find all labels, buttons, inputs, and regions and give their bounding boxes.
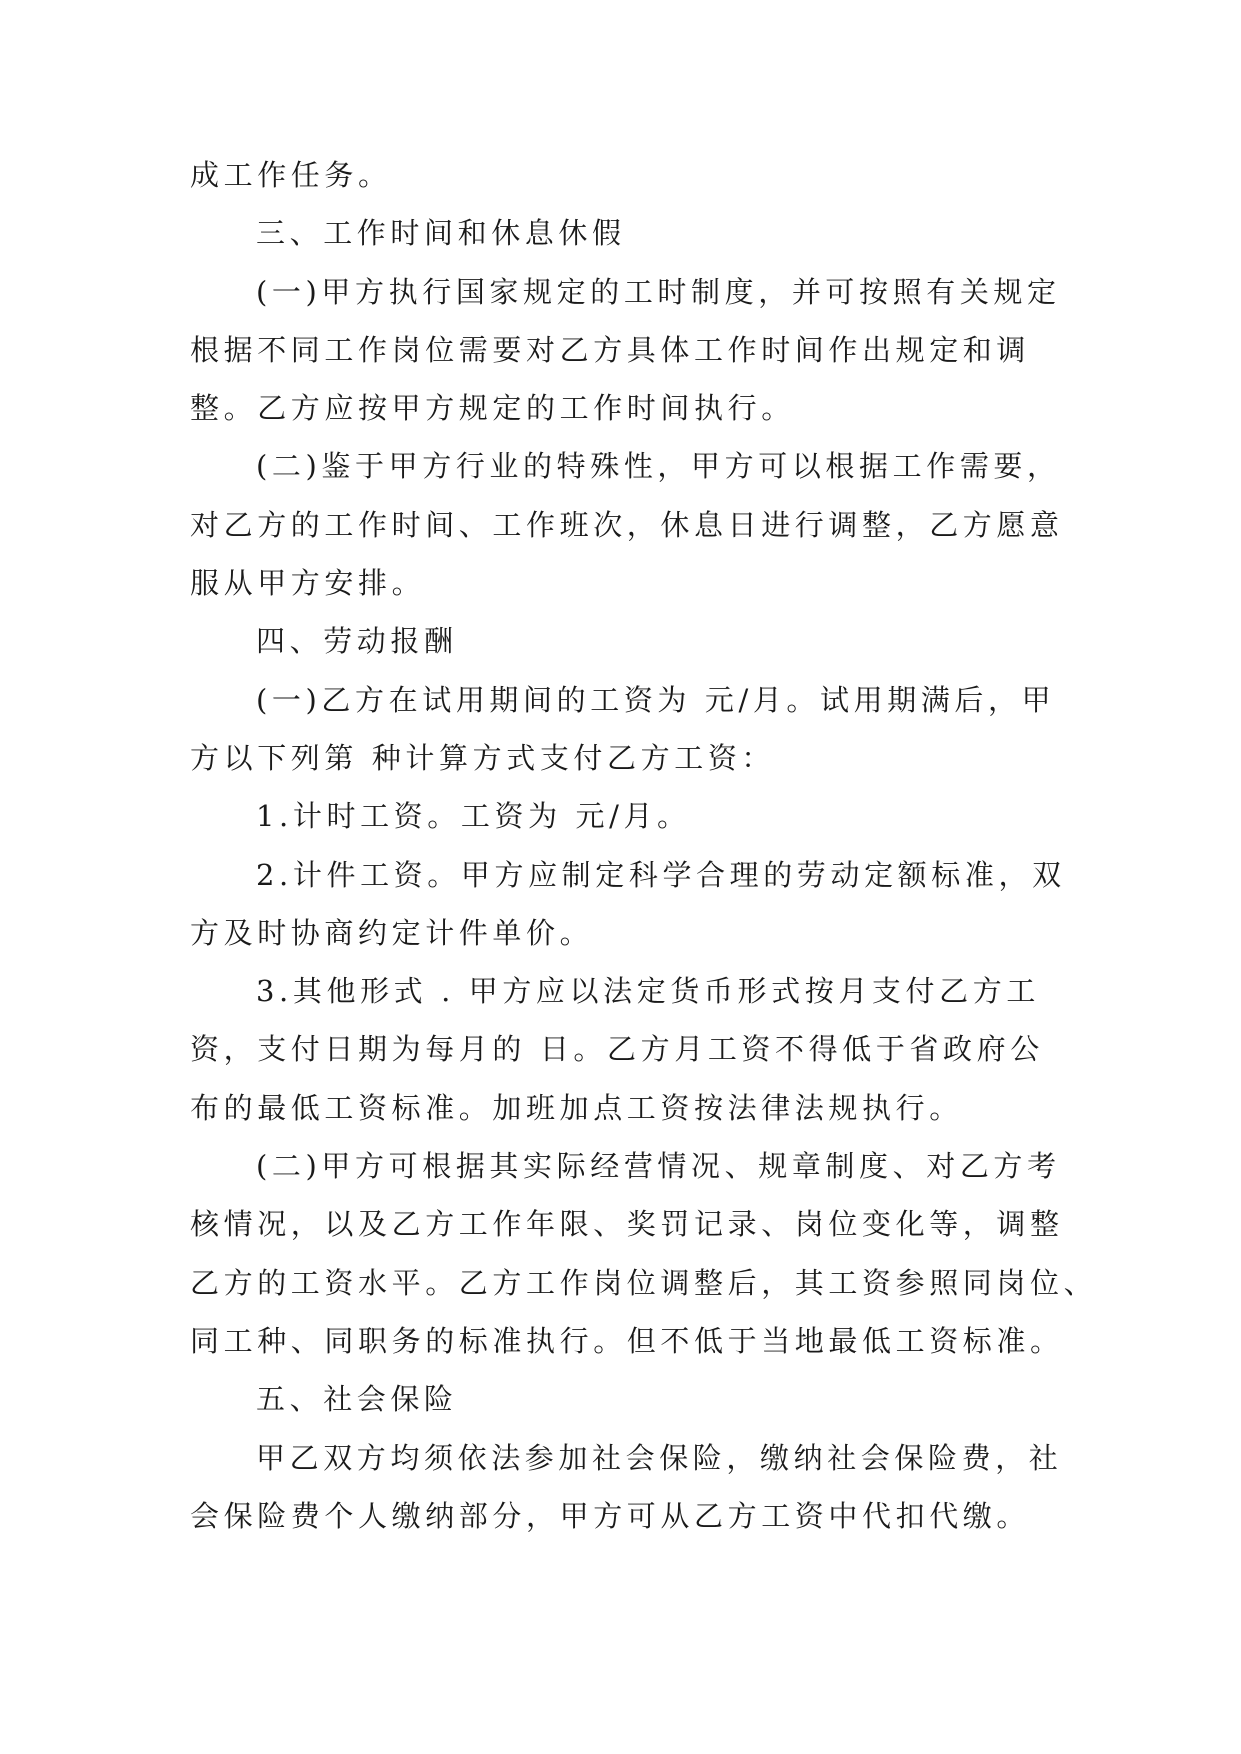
text-line: (一)甲方执行国家规定的工时制度，并可按照有关规定 bbox=[256, 274, 1061, 309]
text-line: 服从甲方安排。 bbox=[190, 566, 426, 601]
text-line: 1.计时工资。工资为 元/月。 bbox=[256, 799, 691, 834]
text-line: 3.其他形式 . 甲方应以法定货币形式按月支付乙方工 bbox=[256, 974, 1040, 1009]
text-line: 资，支付日期为每月的 日。乙方月工资不得低于省政府公 bbox=[190, 1032, 1044, 1067]
text-line: 方及时协商约定计件单价。 bbox=[190, 915, 594, 950]
text-line: 成工作任务。 bbox=[190, 158, 392, 192]
text-line: 乙方的工资水平。乙方工作岗位调整后，其工资参照同岗位、 bbox=[190, 1265, 1098, 1300]
text-line: 核情况，以及乙方工作年限、奖罚记录、岗位变化等，调整 bbox=[190, 1207, 1064, 1242]
section-heading: 五、社会保险 bbox=[256, 1382, 458, 1417]
text-line: (一)乙方在试用期间的工资为 元/月。试用期满后，甲 bbox=[256, 682, 1056, 717]
text-line: (二)甲方可根据其实际经营情况、规章制度、对乙方考 bbox=[256, 1149, 1061, 1184]
text-line: 对乙方的工作时间、工作班次，休息日进行调整，乙方愿意 bbox=[190, 507, 1064, 542]
text-line: 整。乙方应按甲方规定的工作时间执行。 bbox=[190, 391, 795, 426]
text-line: 2.计件工资。甲方应制定科学合理的劳动定额标准，双 bbox=[256, 857, 1066, 892]
text-line: 同工种、同职务的标准执行。但不低于当地最低工资标准。 bbox=[190, 1323, 1064, 1358]
text-line: 会保险费个人缴纳部分，甲方可从乙方工资中代扣代缴。 bbox=[190, 1498, 1031, 1533]
text-line: 方以下列第 种计算方式支付乙方工资： bbox=[190, 740, 776, 775]
text-line: (二)鉴于甲方行业的特殊性，甲方可以根据工作需要， bbox=[256, 449, 1061, 484]
text-line: 根据不同工作岗位需要对乙方具体工作时间作出规定和调 bbox=[190, 332, 1031, 367]
section-heading: 四、劳动报酬 bbox=[256, 624, 458, 659]
text-line: 甲乙双方均须依法参加社会保险，缴纳社会保险费，社 bbox=[256, 1440, 1063, 1475]
text-line: 布的最低工资标准。加班加点工资按法律法规执行。 bbox=[190, 1090, 963, 1125]
document-body bbox=[190, 155, 1098, 1554]
section-heading: 三、工作时间和休息休假 bbox=[256, 216, 626, 251]
